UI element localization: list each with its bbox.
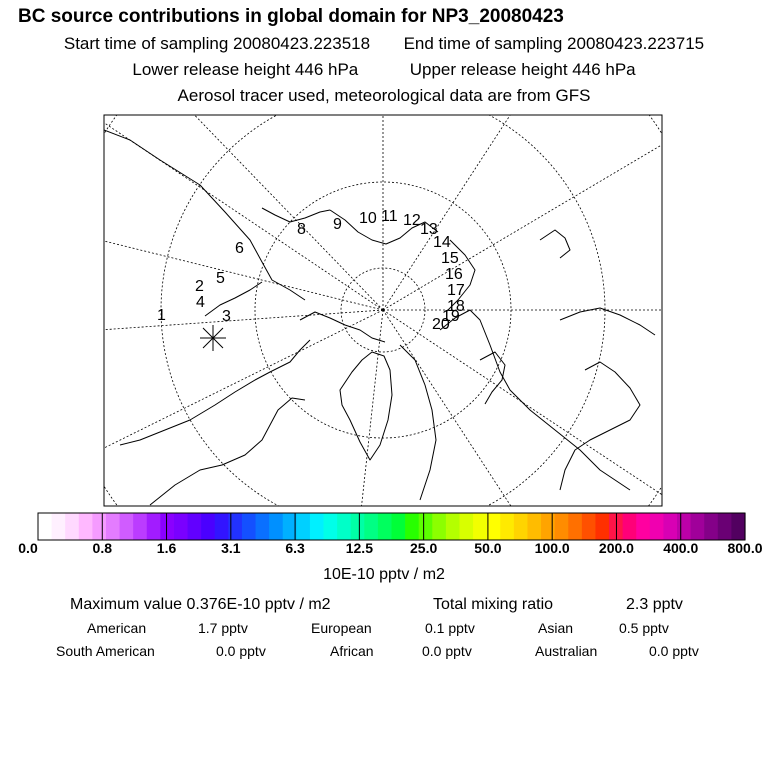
colorbar-tick-labels <box>18 540 762 556</box>
colorbar-cell <box>731 513 745 540</box>
trajectory-label: 5 <box>216 270 225 287</box>
region-name: African <box>330 643 374 659</box>
trajectory-label: 18 <box>447 298 465 315</box>
region-value: 1.7 pptv <box>198 620 248 636</box>
trajectory-label: 11 <box>381 208 398 225</box>
colorbar-cell <box>636 513 650 540</box>
end-time: End time of sampling 20080423.223715 <box>403 34 705 53</box>
colorbar-unit: 10E-10 pptv / m2 <box>323 566 445 583</box>
trajectory-label: 15 <box>441 250 459 267</box>
colorbar-cell <box>106 513 120 540</box>
colorbar-cell <box>269 513 283 540</box>
colorbar-tick-label: 1.6 <box>156 540 177 556</box>
upper-release-height: Upper release height 446 hPa <box>409 60 636 79</box>
trajectory-label: 10 <box>359 210 377 227</box>
region-value: 0.0 pptv <box>422 643 472 659</box>
colorbar-cell <box>378 513 392 540</box>
colorbar-tick-label: 800.0 <box>727 540 763 556</box>
colorbar <box>0 505 768 565</box>
trajectory-label: 20 <box>432 316 450 333</box>
colorbar-cell <box>296 513 310 540</box>
colorbar-cell <box>650 513 664 540</box>
colorbar-cell <box>201 513 215 540</box>
lower-release-height: Lower release height 446 hPa <box>132 60 359 79</box>
total-mixing-value: 2.3 pptv <box>626 596 683 613</box>
colorbar-cell <box>487 513 501 540</box>
total-mixing-label: Total mixing ratio <box>433 596 554 613</box>
region-value: 0.0 pptv <box>216 643 266 659</box>
colorbar-tick-label: 6.3 <box>285 540 305 556</box>
colorbar-cell <box>704 513 718 540</box>
colorbar-tick-label: 50.0 <box>474 540 502 556</box>
colorbar-tick-label: 400.0 <box>663 540 699 556</box>
colorbar-cell <box>337 513 351 540</box>
tracer-note: Aerosol tracer used, meteorological data are from GFS <box>177 86 591 105</box>
colorbar-cell <box>718 513 732 540</box>
colorbar-cell <box>419 513 433 540</box>
colorbar-cell <box>215 513 229 540</box>
region-name: European <box>311 620 372 636</box>
colorbar-cell <box>582 513 596 540</box>
colorbar-cell <box>691 513 705 540</box>
colorbar-cell <box>256 513 270 540</box>
max-value: Maximum value 0.376E-10 pptv / m2 <box>70 596 331 613</box>
region-name: South American <box>56 643 155 659</box>
trajectory-label: 8 <box>297 221 306 238</box>
colorbar-cell <box>147 513 161 540</box>
colorbar-cell <box>405 513 419 540</box>
colorbar-tick-label: 100.0 <box>534 540 570 556</box>
colorbar-tick-label: 0.8 <box>92 540 113 556</box>
colorbar-tick-label: 3.1 <box>221 540 241 556</box>
trajectory-label: 14 <box>433 234 451 251</box>
colorbar-cell <box>541 513 555 540</box>
colorbar-cell <box>160 513 174 540</box>
colorbar-cell <box>351 513 365 540</box>
colorbar-cell <box>473 513 487 540</box>
colorbar-cell <box>79 513 93 540</box>
region-value: 0.0 pptv <box>649 643 699 659</box>
colorbar-tick-label: 12.5 <box>345 540 373 556</box>
colorbar-cell <box>595 513 609 540</box>
region-name: American <box>87 620 147 636</box>
chart-title: BC source contributions in global domain for NP3_20080423 <box>18 6 564 27</box>
colorbar-cell <box>174 513 188 540</box>
colorbar-cell <box>663 513 677 540</box>
colorbar-cell <box>623 513 637 540</box>
colorbar-cell <box>133 513 147 540</box>
colorbar-cell <box>65 513 79 540</box>
colorbar-cell <box>324 513 338 540</box>
start-time: Start time of sampling 20080423.223518 <box>63 34 371 53</box>
colorbar-cell <box>432 513 446 540</box>
colorbar-cell <box>568 513 582 540</box>
colorbar-cell <box>242 513 256 540</box>
trajectory-label: 16 <box>445 266 463 283</box>
colorbar-cell <box>514 513 528 540</box>
trajectory-label: 4 <box>196 294 205 311</box>
region-name: Australian <box>535 643 598 659</box>
trajectory-label: 13 <box>420 221 438 238</box>
colorbar-cell <box>364 513 378 540</box>
colorbar-cell <box>52 513 66 540</box>
colorbar-tick-label: 200.0 <box>598 540 634 556</box>
region-name: Asian <box>538 620 574 636</box>
colorbar-cell <box>310 513 324 540</box>
colorbar-cell <box>188 513 202 540</box>
colorbar-cell <box>446 513 460 540</box>
trajectory-label: 12 <box>403 212 421 229</box>
colorbar-cell <box>555 513 569 540</box>
trajectory-label: 6 <box>235 240 244 257</box>
trajectory-label: 9 <box>333 216 342 233</box>
colorbar-cell <box>527 513 541 540</box>
trajectory-label: 19 <box>442 308 460 325</box>
colorbar-cell <box>500 513 514 540</box>
trajectory-label: 2 <box>195 278 204 295</box>
trajectory-label: 3 <box>222 308 231 325</box>
colorbar-cell <box>392 513 406 540</box>
receptor-asterisk-icon <box>200 325 226 351</box>
colorbar-cell <box>38 513 52 540</box>
colorbar-tick-label: 25.0 <box>410 540 438 556</box>
trajectory-label: 17 <box>447 282 465 299</box>
region-value: 0.1 pptv <box>425 620 475 636</box>
colorbar-tick-label: 0.0 <box>18 540 38 556</box>
colorbar-cell <box>120 513 134 540</box>
trajectory-label: 1 <box>157 307 166 324</box>
colorbar-cells <box>38 513 746 540</box>
region-value: 0.5 pptv <box>619 620 669 636</box>
colorbar-cell <box>677 513 691 540</box>
colorbar-cell <box>92 513 106 540</box>
colorbar-cell <box>459 513 473 540</box>
